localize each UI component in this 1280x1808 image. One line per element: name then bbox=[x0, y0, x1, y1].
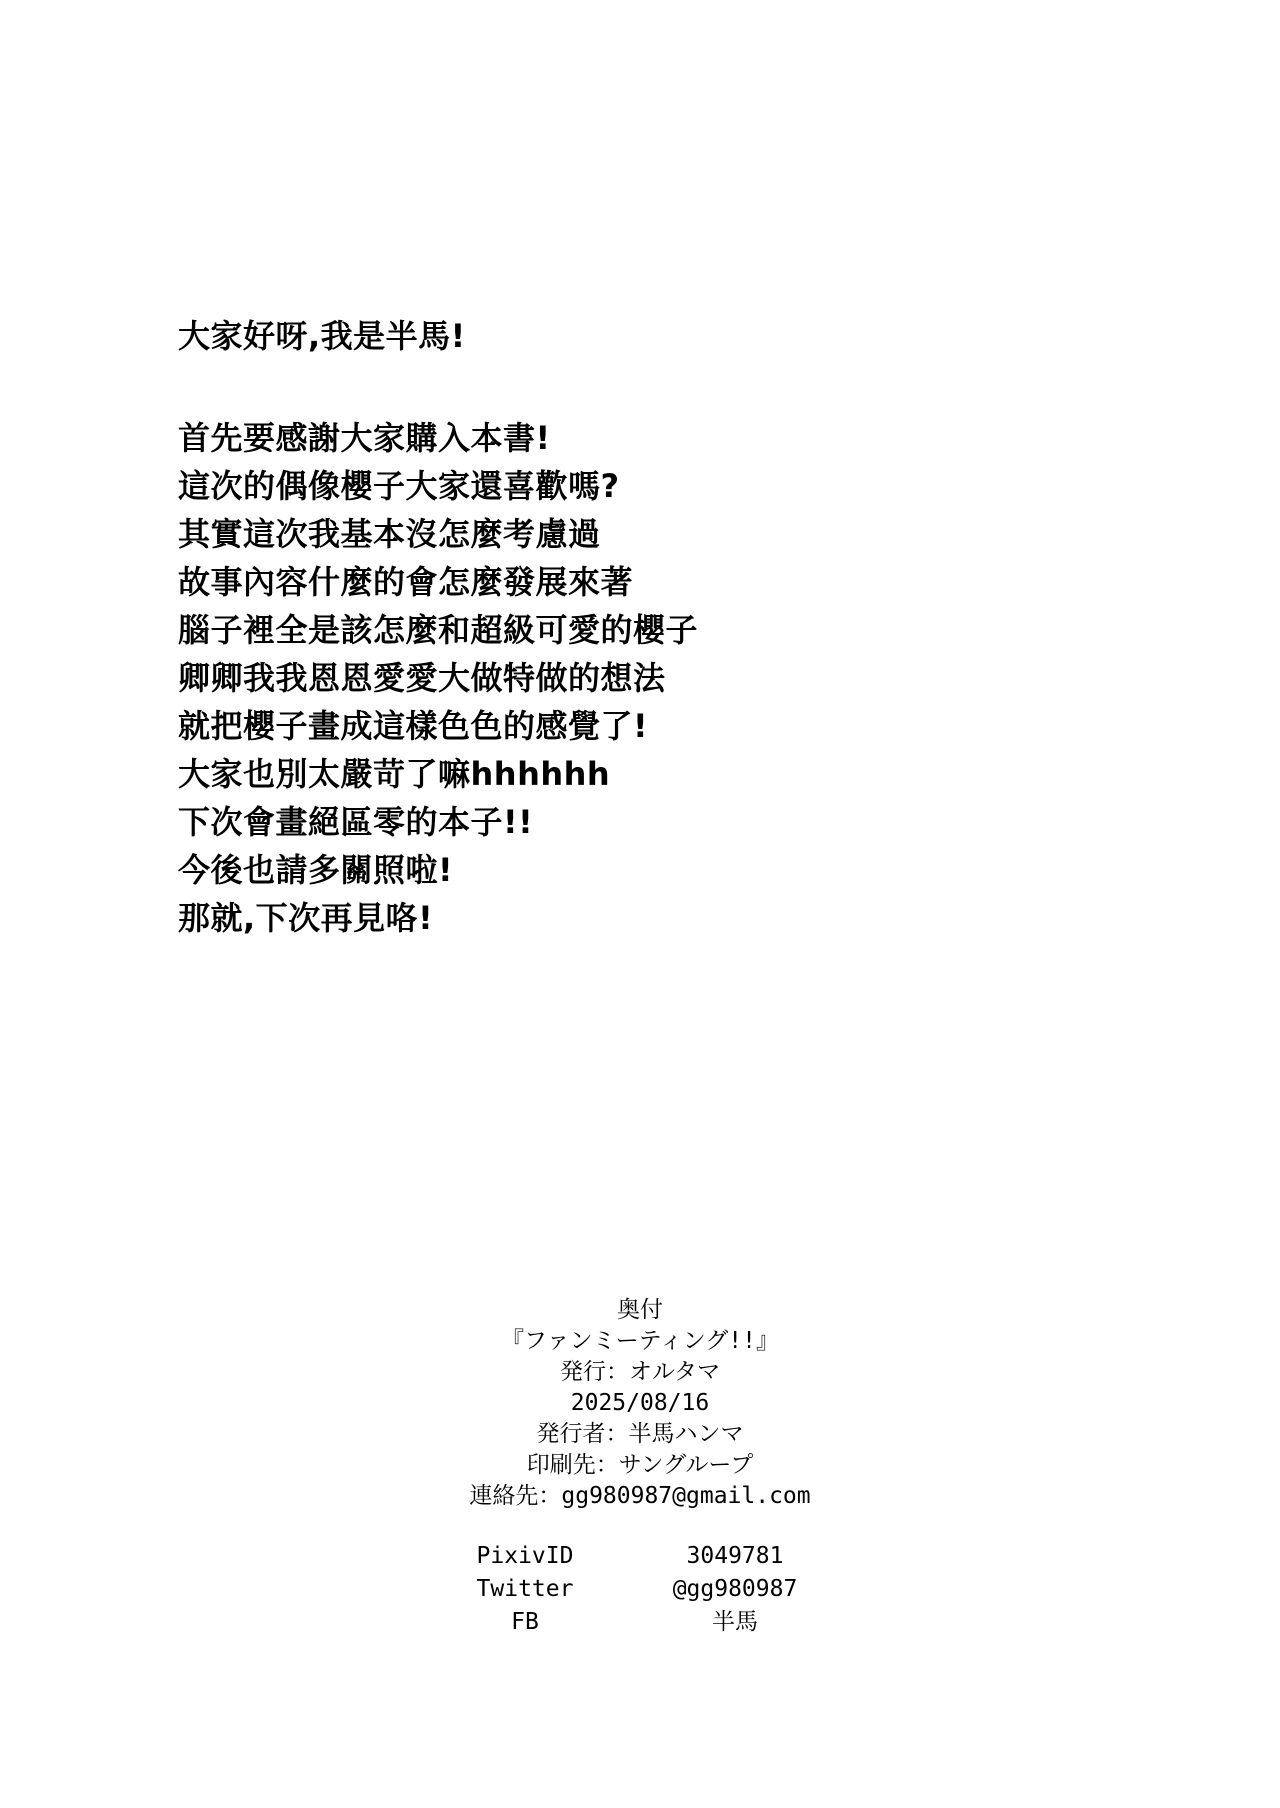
afterword-line: 卿卿我我恩恩愛愛大做特做的想法 bbox=[178, 659, 666, 697]
afterword-line: 就把櫻子畫成這樣色色的感覺了! bbox=[178, 707, 649, 745]
social-label: Twitter bbox=[476, 1576, 574, 1602]
colophon-printer: 印刷先：サングループ bbox=[526, 1452, 754, 1478]
afterword-greeting: 大家好呀,我是半馬! bbox=[178, 317, 466, 355]
social-value: 3049781 bbox=[686, 1543, 784, 1569]
social-row bbox=[430, 1606, 850, 1639]
colophon-date: 2025/08/16 bbox=[570, 1390, 710, 1416]
social-label: PixivID bbox=[476, 1543, 574, 1569]
social-row bbox=[430, 1540, 850, 1573]
social-value: @gg980987 bbox=[672, 1576, 798, 1602]
colophon-heading: 奥付 bbox=[617, 1297, 663, 1323]
afterword-line: 其實這次我基本沒怎麼考慮過 bbox=[178, 515, 601, 553]
afterword-line: 這次的偶像櫻子大家還喜歡嗎? bbox=[178, 467, 620, 505]
colophon-publisher: 発行：オルタマ bbox=[559, 1359, 721, 1385]
afterword-line: 今後也請多關照啦! bbox=[178, 851, 454, 889]
afterword-line: 首先要感謝大家購入本書! bbox=[178, 419, 551, 457]
afterword-line: 腦子裡全是該怎麼和超級可愛的櫻子 bbox=[178, 611, 699, 649]
socials-list bbox=[430, 1540, 850, 1639]
social-row bbox=[430, 1573, 850, 1606]
colophon-title: 『ファンミーティング!!』 bbox=[501, 1328, 779, 1354]
colophon-section bbox=[0, 1295, 1280, 1639]
colophon-author: 発行者：半馬ハンマ bbox=[536, 1421, 744, 1447]
afterword-section bbox=[178, 317, 998, 942]
afterword-line: 下次會畫絕區零的本子!! bbox=[178, 803, 534, 841]
colophon-contact: 連絡先：gg980987@gmail.com bbox=[469, 1483, 811, 1509]
colophon-spacer bbox=[0, 1512, 1280, 1540]
afterword-line: 大家也別太嚴苛了嘛hhhhhh bbox=[178, 755, 611, 793]
social-label: FB bbox=[511, 1609, 539, 1635]
afterword-line: 故事內容什麼的會怎麼發展來著 bbox=[178, 563, 634, 601]
social-value: 半馬 bbox=[712, 1609, 758, 1635]
afterword-line: 那就,下次再見咯! bbox=[178, 899, 434, 937]
